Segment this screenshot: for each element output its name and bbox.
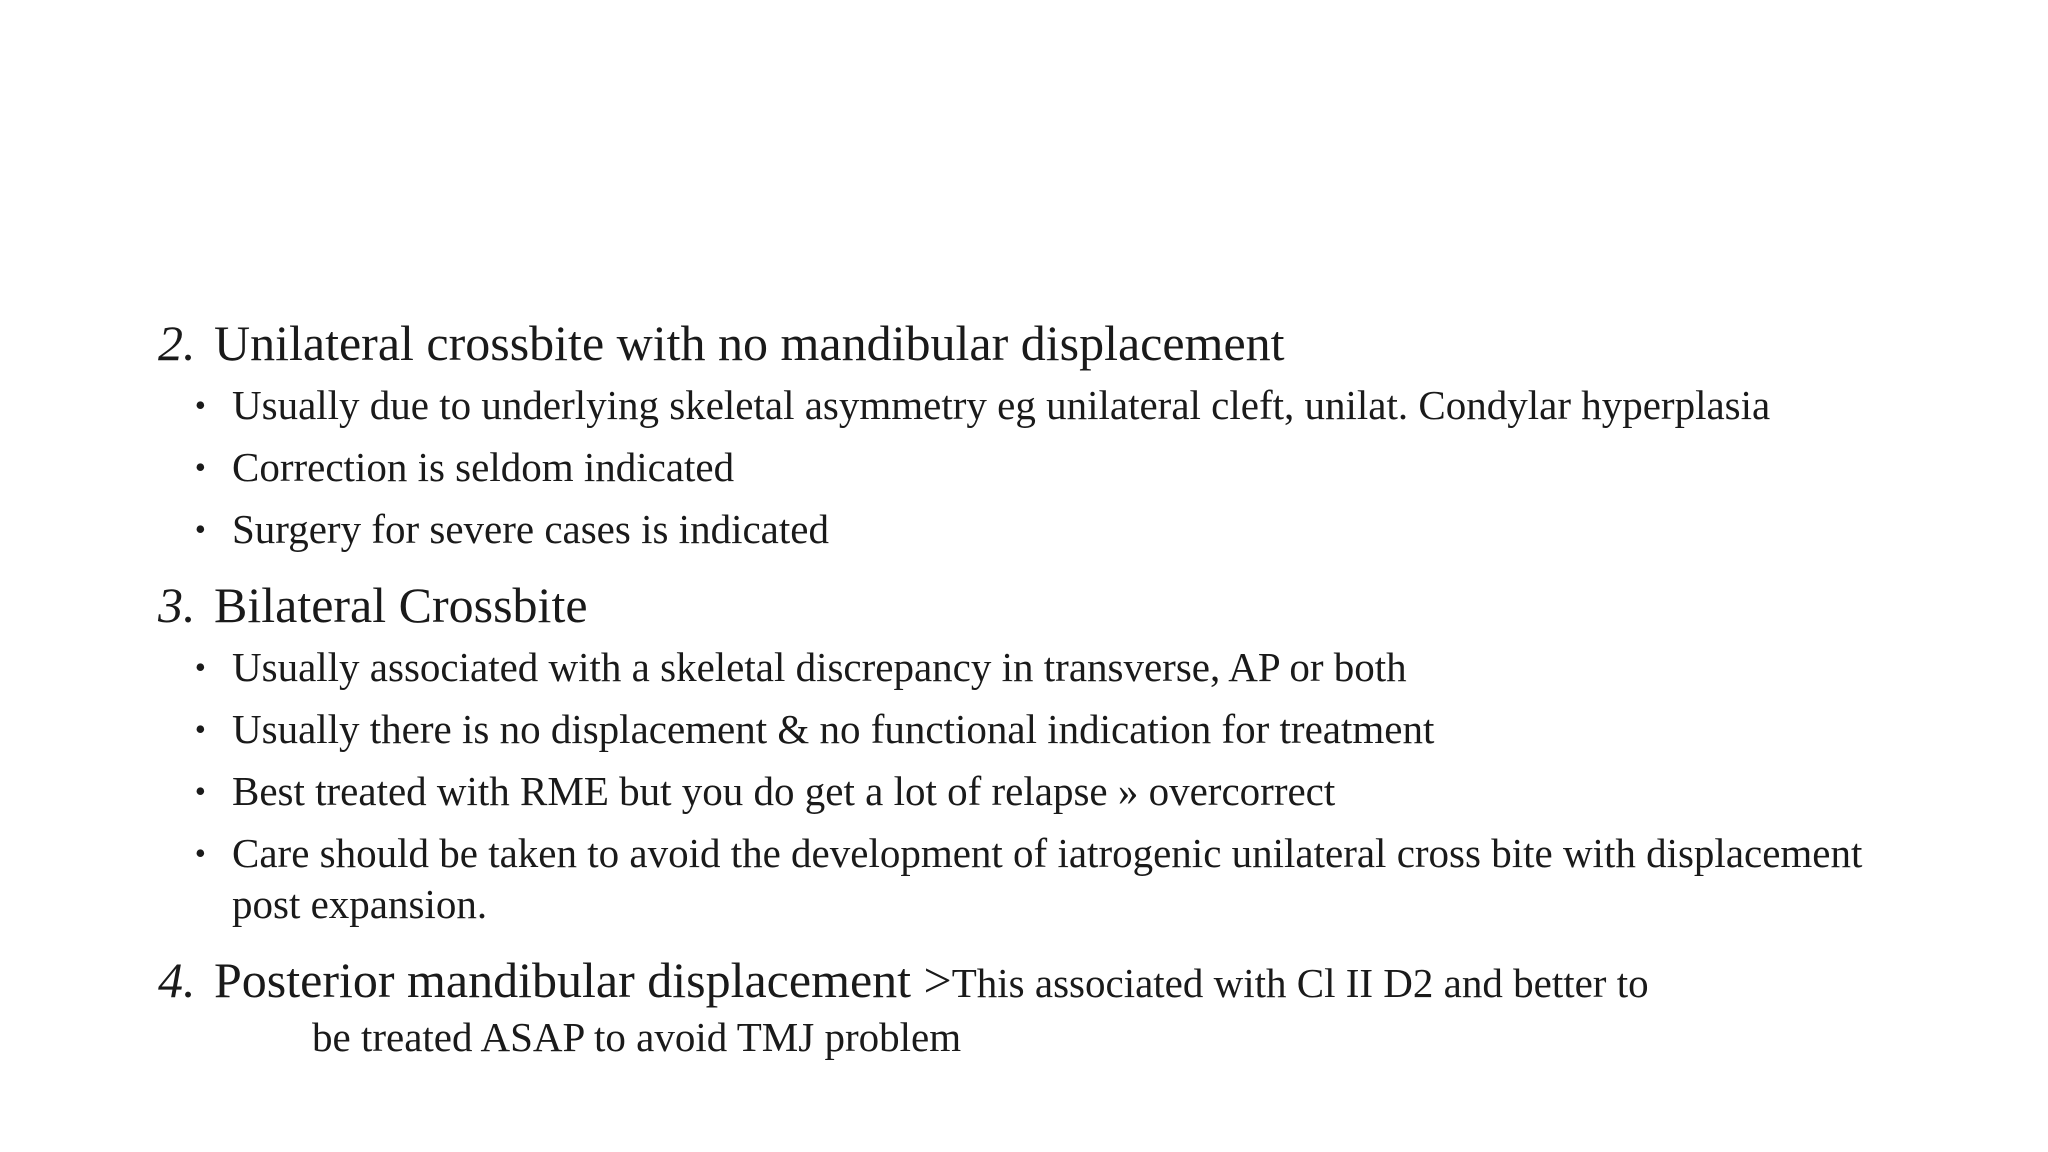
section-continuation: be treated ASAP to avoid TMJ problem <box>312 1014 962 1060</box>
bullet-icon: • <box>194 773 206 809</box>
bullet-item <box>158 766 1918 817</box>
bullet-text: Usually due to underlying skeletal asymmetry eg unilateral cleft, unilat. Condylar hyperplasia <box>232 382 1771 428</box>
bullet-item <box>158 704 1918 755</box>
section-title: Unilateral crossbite with no mandibular displacement <box>214 315 1285 371</box>
section-heading <box>158 312 1918 374</box>
bullet-icon: • <box>194 387 206 423</box>
bullet-icon: • <box>194 835 206 871</box>
section-posterior-displacement <box>158 949 1918 1063</box>
section-number: 3. <box>158 577 196 633</box>
bullet-icon: • <box>194 511 206 547</box>
section-heading <box>158 574 1918 636</box>
section-gap <box>158 566 1918 574</box>
bullet-icon: • <box>194 711 206 747</box>
bullet-text: Usually there is no displacement & no functional indication for treatment <box>232 706 1435 752</box>
bullet-text: Correction is seldom indicated <box>232 444 735 490</box>
bullet-icon: • <box>194 449 206 485</box>
bullet-text: Usually associated with a skeletal discrepancy in transverse, AP or both <box>232 644 1407 690</box>
section-bilateral-crossbite <box>158 574 1918 930</box>
bullet-list <box>158 380 1918 555</box>
section-title-tail: This associated with Cl II D2 and better to <box>951 960 1649 1006</box>
section-title: Posterior mandibular displacement > <box>214 952 952 1008</box>
bullet-item <box>158 504 1918 555</box>
bullet-text: Best treated with RME but you do get a lot of relapse » overcorrect <box>232 768 1336 814</box>
section-title: Bilateral Crossbite <box>214 577 588 633</box>
bullet-item <box>158 380 1918 431</box>
bullet-item <box>158 442 1918 493</box>
section-gap <box>158 941 1918 949</box>
bullet-item <box>158 828 1918 930</box>
section-number: 4. <box>158 952 196 1008</box>
section-heading <box>158 949 1918 1014</box>
bullet-text: Surgery for severe cases is indicated <box>232 506 829 552</box>
bullet-list <box>158 642 1918 930</box>
bullet-item <box>158 642 1918 693</box>
section-number: 2. <box>158 315 196 371</box>
section-title-line <box>214 949 1918 1014</box>
bullet-icon: • <box>194 649 206 685</box>
section-unilateral-no-displacement <box>158 312 1918 555</box>
slide-content <box>158 312 1918 1063</box>
bullet-text: Care should be taken to avoid the development of iatrogenic unilateral cross bite with displacement post expansion. <box>232 830 1863 927</box>
